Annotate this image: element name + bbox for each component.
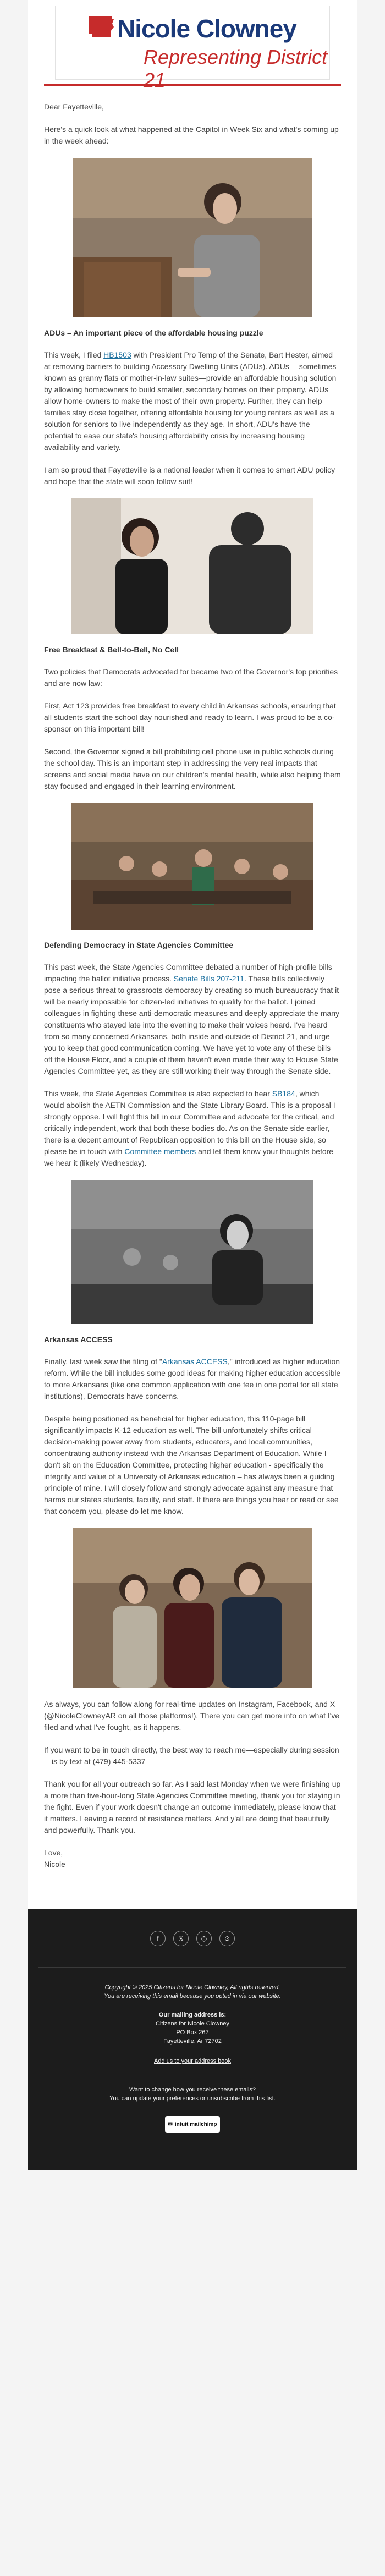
democracy-text-4: , which would abolish the AETN Commission and the State Library Board. This is a proposal I strongly oppose. I will fight this bill in our Committee and advocate for the critical, and critically independent, work that both these bodies do. As on the Senate side earlier, there is a decent amount of Republican opposition to this bill on the House side, so please be in touch with [44,1089,336,1156]
democracy-paragraph-2 [44,1088,341,1169]
section-title-breakfast: Free Breakfast & Bell-to-Bell, No Cell [44,645,179,654]
access-paragraph-1 [44,1356,341,1402]
update-pre: You can [109,2095,133,2102]
breakfast-paragraph-3: Second, the Governor signed a bill prohibiting cell phone use in public schools during the school day. This is an important step in addressing the very real impacts that screens and social media have on our children's mental health, while also helping them stay focused and engaged in their learning environment. [44,747,341,790]
arkansas-state-icon [86,14,115,39]
preferences-line [38,2094,346,2103]
signoff-text: Love, [44,1848,63,1857]
logo-name: Nicole Clowney [117,14,296,43]
section-title-adu: ADUs – An important piece of the affordable housing puzzle [44,328,263,337]
footer [28,1909,358,2170]
facebook-icon[interactable]: f [150,1931,166,1946]
website-icon[interactable]: ⊙ [219,1931,235,1946]
breakfast-paragraph-1: Two policies that Democrats advocated for became two of the Governor's top priorities and are now law: [44,667,338,688]
unsubscribe-link[interactable]: unsubscribe from this list [207,2095,274,2102]
closing-paragraph-2: If you want to be in touch directly, the best way to reach me—especially during session—is by text at (479) 445-5337 [44,1745,339,1766]
update-mid: or [198,2095,207,2102]
reason-text: You are receiving this email because you opted in via our website. [104,1993,281,2000]
adu-text-1: This week, I filed [44,350,104,359]
photo-house-chamber [72,803,314,930]
intro-text: Here's a quick look at what happened at the Capitol in Week Six and what's coming up in the week ahead: [44,125,339,145]
adu-paragraph-1 [44,349,341,453]
signoff [44,1847,341,1870]
section-title-access: Arkansas ACCESS [44,1335,113,1344]
closing-paragraph-1: As always, you can follow along for real-time updates on Instagram, Facebook, and X (@NicoleClowneyAR on all those platforms!). There you can get more info on what I've filed and what I've fought, as it happens. [44,1700,340,1732]
access-text-2: ," introduced as higher education reform. While the bill includes some good ideas for making higher education accessible to more Arkansans (like one common application with one fee in one portal for all state institutions), Democrats have concerns. [44,1357,341,1400]
address-book-link[interactable]: Add us to your address book [153,2058,232,2064]
address-label: Our mailing address is: [158,2012,227,2018]
update-post: . [273,2095,276,2102]
update-preferences-link[interactable]: update your preferences [133,2095,199,2102]
adu-paragraph-2: I am so proud that Fayetteville is a national leader when it comes to smart ADU policy and hope that the state will soon follow suit! [44,465,336,486]
photo-three-people [73,1528,312,1688]
sb184-link[interactable]: SB184 [272,1089,295,1098]
democracy-paragraph-1 [44,962,341,1077]
mailchimp-text [175,2122,217,2128]
mailchimp-badge[interactable] [165,2116,220,2133]
address-line-1: Citizens for Nicole Clowney [156,2020,229,2027]
hb1503-link[interactable]: HB1503 [103,350,131,359]
x-twitter-icon[interactable]: 𝕏 [173,1931,189,1946]
copyright-text: Copyright © 2025 Citizens for Nicole Clowney, All rights reserved. [105,1984,280,1991]
address-line-2: PO Box 267 [176,2029,209,2036]
senate-bills-link[interactable]: Senate Bills 207-211 [173,974,244,983]
closing-paragraph-3: Thank you for all your outreach so far. As I said last Monday when we were finishing up a more than five-hour-long State Agencies Committee meeting, thank you for staying in the fight. Even if your work doesn't change an outcome immediately, please know that it matters. Leaving a record of resistance matters. And y'all are doing that beautifully and powerfully. Thank you. [44,1779,341,1834]
photo-chamber-bw [72,1180,314,1324]
greeting: Dear Fayetteville, [44,102,104,111]
social-links [38,1931,346,1946]
arkansas-access-link[interactable]: Arkansas ACCESS [162,1357,228,1366]
adu-text-2: with President Pro Temp of the Senate, Bart Hester, aimed at removing barriers to building Accessory Dwelling Units (ADUs). ADUs —sometimes known as granny flats or mother-in-law suites—provide an affordable housing solution by allowing homeowners to build smaller, secondary homes on their property. ADUs allow home-owners to make the most of their own property. Further, they can help families stay close together, offering affordable housing for young renters as well as a solution for seniors to live independently as they age. In short, ADU's have the potential to ease our state's housing affordability crisis by increasing housing availability and variety. [44,350,337,452]
breakfast-paragraph-2: First, Act 123 provides free breakfast to every child in Arkansas schools, ensuring that all students start the school day nourished and ready to learn. I was proud to be a co-sponsor on this important bill! [44,701,336,733]
democracy-text-5: and let them know your thoughts before we hear it (likely Wednesday). [44,1147,334,1167]
mailchimp-bottom: mailchimp [190,2121,217,2128]
instagram-icon[interactable]: ◎ [196,1931,212,1946]
committee-members-link[interactable]: Committee members [124,1147,196,1156]
democracy-text-1: This past week, the State Agencies Committee debated a number of high-profile bills impacting the ballot initiative process. [44,963,332,983]
democracy-text-3: This week, the State Agencies Committee is also expected to hear [44,1089,272,1098]
change-text: Want to change how you receive these emails? [129,2086,256,2093]
photo-two-people [72,498,314,634]
mailchimp-icon: ✉ [168,2121,173,2128]
logo-subtitle: Representing District 21 [144,46,328,91]
photo-podium [73,158,312,317]
footer-divider [38,1967,346,1968]
email-card [28,0,358,1909]
democracy-text-2: . These bills collectively pose a serious threat to grassroots democracy by creating so much bureaucracy that it will be nearly impossible for citizen-led initiatives to qualify for the ballot. I joined colleagues in fighting these anti-democratic measures and deeply appreciate the many constituents who stayed late into the evening to make their voices heard. I've heard from so many concerned Arkansans, both inside and outside of District 21, and urge you to keep that good communication coming. We have yet to vote any of these bills off the House Floor, and a couple of them haven't even made their way to House State Agencies Committee yet, as they are still working their way through the Senate side. [44,974,339,1075]
section-title-democracy: Defending Democracy in State Agencies Committee [44,941,234,949]
header-logo-box [55,6,330,91]
access-paragraph-2: Despite being positioned as beneficial for higher education, this 110-page bill significantly impacts K-12 education as well. The bill unfortunately shifts critical decision-making power away from students, educators, and local communities, concentrating authority instead with the Arkansas Department of Education. While I don't sit on the Education Committee, protecting higher education - specifically the integrity and value of a University of Arkansas education – has always been a guiding principle of mine. I will closely follow and strongly advocate against any measure that harms our states students, faculty, and staff. If there are things you hear or read or see that concern you, please do let me know. [44,1414,339,1515]
signature: Nicole [44,1860,65,1869]
access-text-1: Finally, last week saw the filing of " [44,1357,162,1366]
header [28,0,358,91]
address-line-3: Fayetteville, Ar 72702 [163,2038,222,2045]
mailchimp-top: intuit [174,2121,189,2128]
